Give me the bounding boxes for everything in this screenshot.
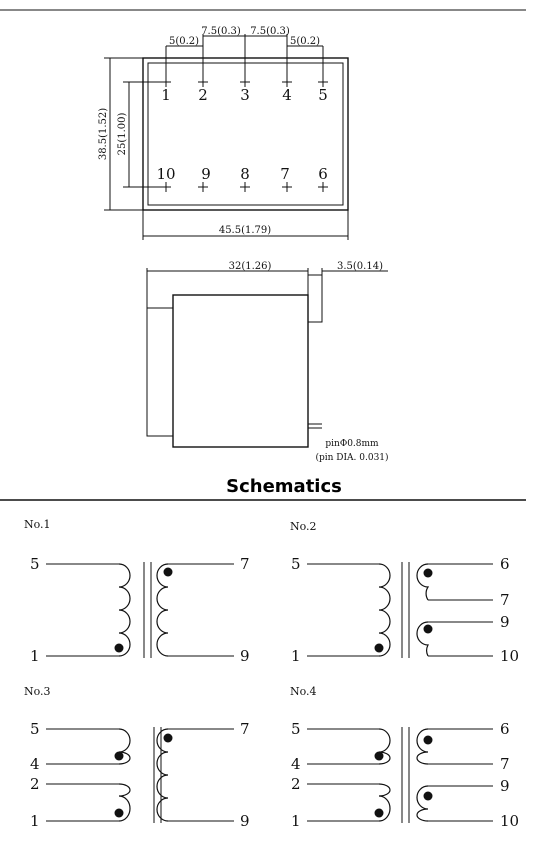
pin-note: (pin DIA. 0.031) xyxy=(315,453,389,463)
terminal-label: 6 xyxy=(500,720,510,738)
dim-width-total: 45.5(1.79) xyxy=(218,225,272,236)
terminal-label: 10 xyxy=(500,647,520,665)
pin-label: 10 xyxy=(156,165,176,183)
terminal-label: 7 xyxy=(240,720,250,738)
schematic-no2 xyxy=(290,520,519,665)
terminal-label: 7 xyxy=(500,591,510,609)
schematic-label: No.3 xyxy=(24,685,51,698)
polarity-dot xyxy=(164,568,173,577)
terminal-label: 5 xyxy=(291,555,301,573)
pin-label: 6 xyxy=(318,165,328,183)
dim-pitch: 7.5(0.3) xyxy=(201,26,241,37)
terminal-label: 9 xyxy=(240,812,250,830)
pin-label: 4 xyxy=(282,86,292,104)
pin-label: 8 xyxy=(240,165,250,183)
pin-label: 5 xyxy=(318,86,328,104)
polarity-dot xyxy=(424,792,433,801)
terminal-label: 7 xyxy=(500,755,510,773)
pin-note: pinΦ0.8mm xyxy=(325,439,379,449)
pin-label: 9 xyxy=(201,165,211,183)
section-title: Schematics xyxy=(226,476,342,497)
polarity-dot xyxy=(115,644,124,653)
primary-winding xyxy=(119,564,130,656)
polarity-dot xyxy=(375,644,384,653)
schematic-label: No.1 xyxy=(24,518,51,531)
terminal-label: 9 xyxy=(240,647,250,665)
terminal-label: 9 xyxy=(500,777,510,795)
polarity-dot xyxy=(375,809,384,818)
terminal-label: 2 xyxy=(30,775,40,793)
schematic-no4 xyxy=(290,685,519,830)
terminal-label: 2 xyxy=(291,775,301,793)
dim-edge: 5(0.2) xyxy=(168,36,200,47)
schematic-no1 xyxy=(24,518,250,665)
pin-label: 2 xyxy=(198,86,208,104)
dim-height-total: 38.5(1.52) xyxy=(98,107,109,161)
dim-side-length: 32(1.26) xyxy=(228,261,272,272)
schematic-label: No.2 xyxy=(290,520,317,533)
terminal-label: 1 xyxy=(30,812,40,830)
polarity-dot xyxy=(424,625,433,634)
polarity-dot xyxy=(115,752,124,761)
side-body xyxy=(173,295,308,447)
pin-label: 7 xyxy=(280,165,290,183)
terminal-label: 5 xyxy=(30,555,40,573)
terminal-label: 1 xyxy=(30,647,40,665)
pin-label: 1 xyxy=(161,86,171,104)
terminal-label: 9 xyxy=(500,613,510,631)
polarity-dot xyxy=(424,569,433,578)
terminal-label: 1 xyxy=(291,647,301,665)
secondary-winding xyxy=(417,786,428,821)
schematic-label: No.4 xyxy=(290,685,317,698)
terminal-label: 1 xyxy=(291,812,301,830)
terminal-label: 6 xyxy=(500,555,510,573)
side-flange xyxy=(147,308,173,436)
side-view xyxy=(147,261,389,463)
dim-side-pin: 3.5(0.14) xyxy=(337,261,383,272)
secondary-winding xyxy=(157,564,168,656)
polarity-dot xyxy=(375,752,384,761)
terminal-label: 5 xyxy=(291,720,301,738)
schematic-no3 xyxy=(24,685,250,830)
terminal-label: 10 xyxy=(500,812,520,830)
side-pin-top xyxy=(308,275,322,322)
terminal-label: 5 xyxy=(30,720,40,738)
terminal-label: 4 xyxy=(291,755,301,773)
dim-height-rows: 25(1.00) xyxy=(117,112,128,156)
secondary-winding xyxy=(417,729,428,764)
terminal-label: 7 xyxy=(240,555,250,573)
dim-pitch: 7.5(0.3) xyxy=(250,26,290,37)
top-view xyxy=(98,26,348,240)
primary-winding xyxy=(379,564,390,656)
terminal-label: 4 xyxy=(30,755,40,773)
pin-label: 3 xyxy=(240,86,250,104)
polarity-dot xyxy=(115,809,124,818)
secondary-winding xyxy=(157,729,168,821)
polarity-dot xyxy=(424,736,433,745)
dim-edge: 5(0.2) xyxy=(289,36,321,47)
polarity-dot xyxy=(164,734,173,743)
